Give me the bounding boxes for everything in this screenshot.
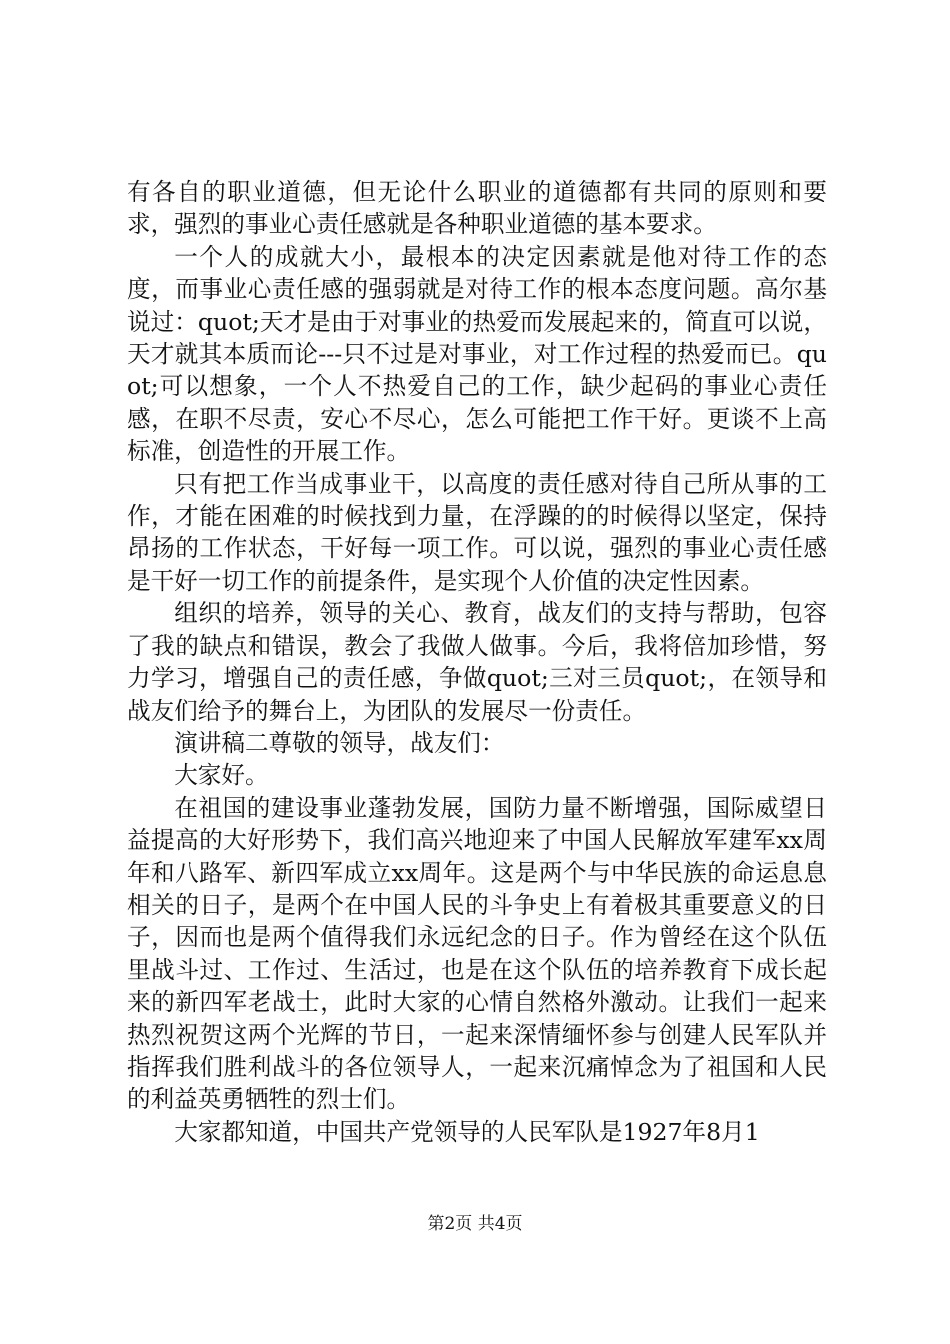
page-number: 第2页 共4页 [427,1214,523,1234]
speech-heading: 演讲稿二尊敬的领导，战友们： [174,728,505,757]
page-footer [0,1213,950,1235]
paragraph: 有各自的职业道德，但无论什么职业的道德都有共同的原则和要求，强烈的事业心责任感就是各种职业道德的基本要求。 [127,178,827,239]
paragraph: 只有把工作当成事业干，以高度的责任感对待自己所从事的工作，才能在困难的时候找到力量，在浮躁的的时候得以坚定，保持昂扬的工作状态，干好每一项工作。可以说，强烈的事业心责任感是干好一切工作的前提条件，是实现个人价值的决定性因素。 [127,469,827,595]
paragraph: 大家都知道，中国共产党领导的人民军队是1927年8月1 [174,1117,760,1146]
paragraph: 在祖国的建设事业蓬勃发展，国防力量不断增强，国际威望日益提高的大好形势下，我们高兴地迎来了中国人民解放军建军xx周年和八路军、新四军成立xx周年。这是两个与中华民族的命运息息相关的日子，是两个在中国人民的斗争史上有着极其重要意义的日子，因而也是两个值得我们永远纪念的日子。作为曾经在这个队伍里战斗过、工作过、生活过，也是在这个队伍的培养教育下成长起来的新四军老战士，此时大家的心情自然格外激动。让我们一起来热烈祝贺这两个光辉的节日，一起来深情缅怀参与创建人民军队并指挥我们胜利战斗的各位领导人，一起来沉痛悼念为了祖国和人民的利益英勇牺牲的烈士们。 [127,793,827,1114]
greeting: 大家好。 [174,761,269,790]
body-text [127,176,827,1148]
paragraph: 组织的培养，领导的关心、教育，战友们的支持与帮助，包容了我的缺点和错误，教会了我做人做事。今后，我将倍加珍惜，努力学习，增强自己的责任感，争做quot;三对三员quot;，在领导和战友们给予的舞台上，为团队的发展尽一份责任。 [127,599,827,725]
paragraph: 一个人的成就大小，最根本的决定因素就是他对待工作的态度，而事业心责任感的强弱就是对待工作的根本态度问题。高尔基说过：quot;天才是由于对事业的热爱而发展起来的，简直可以说，天才就其本质而论---只不过是对事业，对工作过程的热爱而已。quot;可以想象，一个人不热爱自己的工作，缺少起码的事业心责任感，在职不尽责，安心不尽心，怎么可能把工作干好。更谈不上高标准，创造性的开展工作。 [127,242,827,466]
